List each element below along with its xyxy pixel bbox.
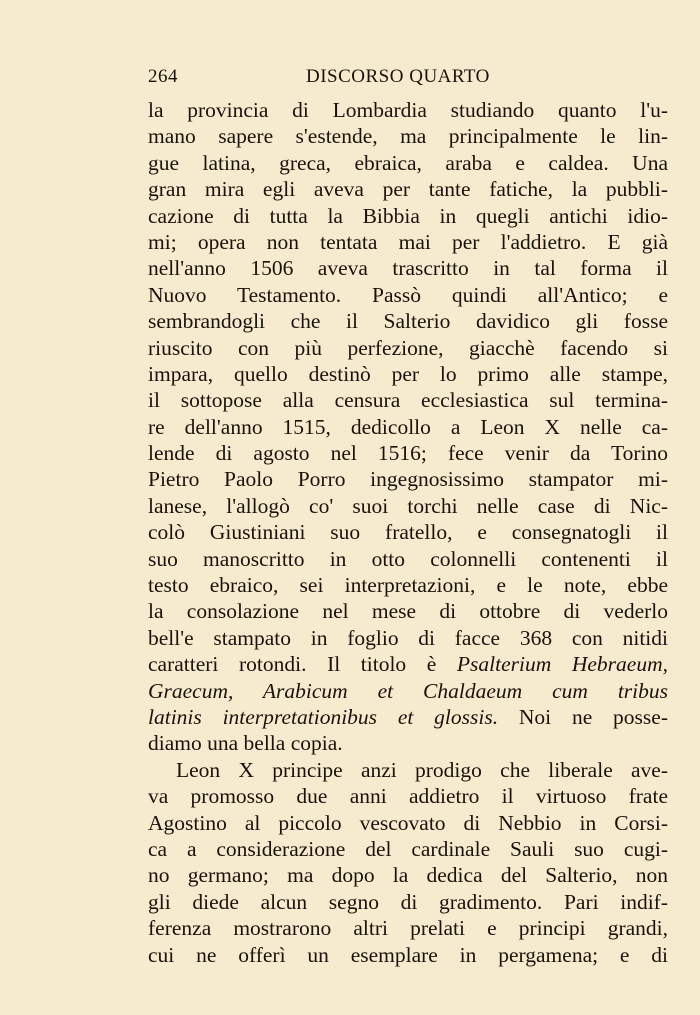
text-line [148,229,668,255]
text-line [148,836,668,862]
text-line [148,519,668,545]
text-line [148,862,668,888]
text-line [148,598,668,624]
text-segment: mano sapere s'estende, ma principalmente le lin- [148,124,668,149]
text-segment: cazione di tutta la Bibbia in quegli antichi idio- [148,203,668,228]
text-segment: va promosso due anni addietro il virtuoso frate [148,784,668,809]
running-title: DISCORSO QUARTO [306,66,490,87]
text-line [148,150,668,176]
text-segment: nell'anno 1506 aveva trascritto in tal forma il [148,256,668,281]
text-segment: mi; opera non tentata mai per l'addietro. E già [148,229,668,254]
text-line [148,97,668,123]
text-line [148,651,668,677]
text-line [148,915,668,941]
text-segment: cui ne offerì un esemplare in pergamena; e di [148,942,668,967]
text-segment: Nuovo Testamento. Passò quindi all'Antico; e [148,282,668,307]
italic-text-segment: Psalterium Hebraeum, [456,652,668,677]
text-segment: la provincia di Lombardia studiando quanto l'u- [148,98,668,122]
text-segment: bell'e stampato in foglio di facce 368 con nitidi [148,625,668,650]
text-line [148,810,668,836]
text-segment: no germano; ma dopo la dedica del Salterio, non [148,863,668,888]
text-segment: diamo una bella copia. [148,731,343,756]
text-segment: gue latina, greca, ebraica, araba e caldea. Una [148,150,668,175]
text-line [148,440,668,466]
italic-text-segment: latinis interpretationibus et glossis. [148,704,499,729]
text-line [148,123,668,149]
text-line [148,704,668,730]
text-line [148,282,668,308]
text-segment: gran mira egli aveva per tante fatiche, la pubbli- [148,177,668,202]
text-line [148,889,668,915]
italic-text-segment: Graecum, Arabicum et Chaldaeum cum tribus [148,678,668,703]
text-segment: gli diede alcun segno di gradimento. Pari indif- [148,889,668,914]
text-line [148,625,668,651]
text-line [148,466,668,492]
text-line [148,572,668,598]
text-segment: caratteri rotondi. Il titolo è [148,652,457,677]
text-segment: ca a considerazione del cardinale Sauli suo cugi- [148,836,668,861]
text-segment: suo manoscritto in otto colonnelli contenenti il [148,546,668,571]
text-segment: lende di agosto nel 1516; fece venir da Torino [148,441,668,466]
text-line [148,203,668,229]
text-line [148,335,668,361]
text-segment: riuscito con più perfezione, giacchè facendo si [148,335,668,360]
text-segment: re dell'anno 1515, dedicollo a Leon X nelle ca- [148,414,668,439]
text-line [148,942,668,968]
text-segment: lanese, l'allogò co' suoi torchi nelle case di Nic- [148,493,668,518]
text-line [148,387,668,413]
text-line [148,678,668,704]
text-line [148,730,668,756]
text-segment: il sottopose alla censura ecclesiastica sul termina- [148,388,668,413]
text-segment: ferenza mostrarono altri prelati e principi grandi, [148,916,668,941]
text-line [148,783,668,809]
text-line [148,361,668,387]
body-text [148,97,668,968]
text-line [148,414,668,440]
text-line [148,176,668,202]
page-header [148,66,668,92]
text-segment: testo ebraico, sei interpretazioni, e le note, ebbe [148,573,668,598]
text-segment: colò Giustiniani suo fratello, e consegnatogli il [148,520,668,545]
text-line [148,546,668,572]
text-segment: Agostino al piccolo vescovato di Nebbio in Corsi- [148,810,668,835]
page-number: 264 [148,66,178,87]
text-segment: Pietro Paolo Porro ingegnosissimo stampator mi- [148,467,668,492]
text-segment: impara, quello destinò per lo primo alle stampe, [148,361,668,386]
text-segment: Leon X principe anzi prodigo che liberale ave- [176,757,668,782]
text-segment: sembrandogli che il Salterio davidico gli fosse [148,309,668,334]
text-line [148,255,668,281]
text-segment: la consolazione nel mese di ottobre di vederlo [148,599,668,624]
text-segment: Noi ne posse- [498,704,668,729]
text-line [148,757,668,783]
text-line [148,493,668,519]
text-line [148,308,668,334]
